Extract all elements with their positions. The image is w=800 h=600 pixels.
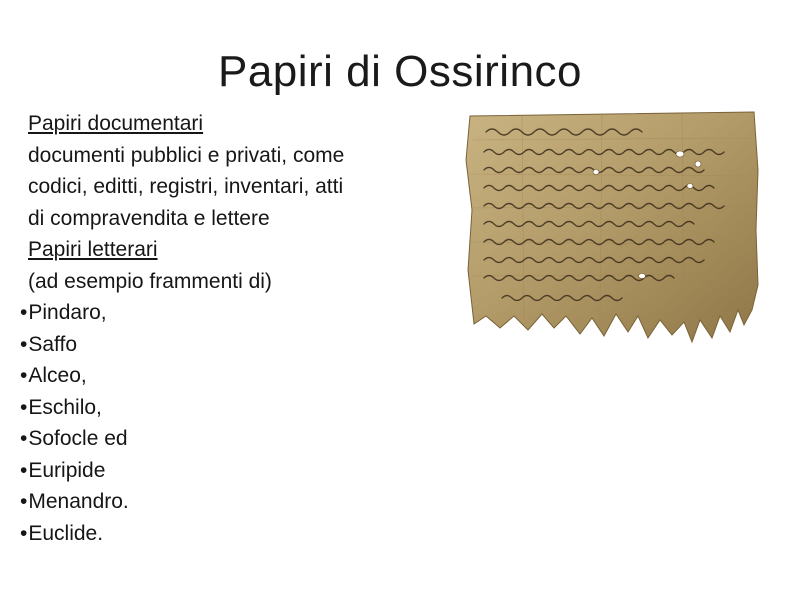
letterari-note: (ad esempio frammenti di) bbox=[28, 269, 272, 293]
papyrus-fragment-image bbox=[462, 110, 762, 350]
author-list-item: • Pindaro, bbox=[20, 297, 450, 329]
author-list-item: • Euripide bbox=[20, 455, 450, 487]
author-list-item: • Saffo bbox=[20, 329, 450, 361]
author-list-item: • Eschilo, bbox=[20, 392, 450, 424]
slide-body bbox=[20, 108, 450, 549]
documentari-desc-line-2: codici, editti, registri, inventari, atti bbox=[28, 175, 344, 198]
author-list-item: • Menandro. bbox=[20, 486, 450, 518]
documentari-desc-line-3: di compravendita e lettere bbox=[28, 206, 270, 230]
author-list-item: • Alceo, bbox=[20, 360, 450, 392]
author-list-item: • Sofocle ed bbox=[20, 423, 450, 455]
author-list-item: • Euclide. bbox=[20, 518, 450, 550]
slide-title: Papiri di Ossirinco bbox=[217, 47, 583, 96]
heading-papiri-letterari: Papiri letterari bbox=[28, 238, 158, 261]
heading-papiri-documentari: Papiri documentari bbox=[28, 112, 204, 135]
documentari-desc-line-1: documenti pubblici e privati, come bbox=[28, 143, 345, 167]
